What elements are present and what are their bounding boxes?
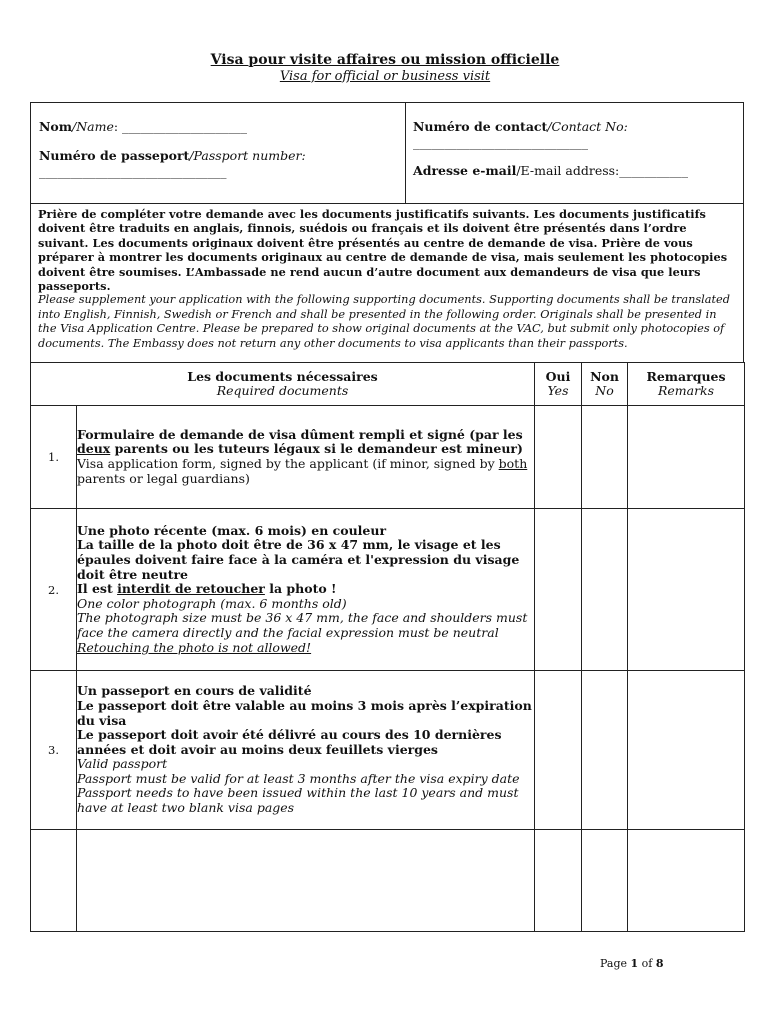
passport-number-label xyxy=(39,148,306,163)
no-checkbox-cell[interactable] xyxy=(582,671,628,830)
contact-label-en: /Contact No: xyxy=(547,119,628,134)
row-number: 3. xyxy=(31,671,77,830)
contact-number-label xyxy=(413,119,628,134)
description-english-line: Valid passport xyxy=(77,756,168,772)
page-of: of xyxy=(638,957,656,970)
table-row xyxy=(31,406,745,509)
header-remarks-en: Remarks xyxy=(657,383,715,398)
description-english-line: Passport needs to have been issued within the last 10 years and must have at least two blank visa pages xyxy=(77,785,519,816)
title-english: Visa for official or business visit xyxy=(279,69,491,84)
header-remarks-fr: Remarques xyxy=(646,368,726,384)
required-documents-table xyxy=(30,362,745,932)
page-current: 1 xyxy=(630,957,639,970)
row-number-empty xyxy=(31,830,77,932)
instructions-french: Prière de compléter votre demande avec les documents justificatifs suivants. Les documents justificatifs doivent être traduits en anglais, finnois, suédois ou français et ils doivent être présentés dans l’ordre suivant. Les documents originaux doivent être présentés au centre de demande de visa. Prière de vous préparer à montrer les documents originaux au centre de demande de visa, mais seulement les photocopies doivent être soumises. L’Ambassade ne rend aucun d’autre document aux demandeurs de visa que leurs passeports. xyxy=(38,207,728,294)
remarks-cell[interactable] xyxy=(628,830,745,932)
no-checkbox-cell[interactable] xyxy=(582,509,628,671)
document-description xyxy=(77,406,535,509)
yes-checkbox-cell[interactable] xyxy=(535,509,582,671)
description-english-line: The photograph size must be 36 x 47 mm, the face and shoulders must face the camera directly and the facial expression must be neutral xyxy=(77,610,528,640)
description-french: Formulaire de demande de visa dûment rempli et signé (par les deux parents ou les tuteurs légaux si le demandeur est mineur) xyxy=(77,426,523,457)
page-total: 8 xyxy=(655,957,664,970)
header-yes xyxy=(535,363,582,406)
name-label-en: /Name xyxy=(72,119,114,134)
row-number: 1. xyxy=(31,406,77,509)
page-label: Page xyxy=(600,957,631,970)
header-remarks xyxy=(628,363,745,406)
table-header-row xyxy=(31,363,745,406)
passport-label-en: /Passport number: xyxy=(189,148,306,163)
remarks-cell[interactable] xyxy=(628,406,745,509)
description-english-line: One color photograph (max. 6 months old) xyxy=(77,595,347,611)
description-french-line: Une photo récente (max. 6 mois) en couleur xyxy=(77,522,387,538)
document-description-empty xyxy=(77,830,535,932)
header-docs-fr: Les documents nécessaires xyxy=(187,368,378,384)
row-number: 2. xyxy=(31,509,77,671)
header-yes-en: Yes xyxy=(547,383,569,398)
description-english-line: Retouching the photo is not allowed! xyxy=(77,639,312,655)
name-blank: : ____________________ xyxy=(113,119,248,134)
description-french-line: La taille de la photo doit être de 36 x 47 mm, le visage et les épaules doivent faire face à la caméra et l'expression du visage doit être neutre xyxy=(77,537,520,582)
description-french-line: Il est interdit de retoucher la photo ! xyxy=(77,581,337,597)
applicant-info-box xyxy=(30,102,744,204)
document-description xyxy=(77,671,535,830)
no-checkbox-cell[interactable] xyxy=(582,830,628,932)
contact-number-field[interactable]: ____________________________ xyxy=(413,135,588,150)
table-row-empty xyxy=(31,830,745,932)
description-french-line: Le passeport doit être valable au moins 3 mois après l’expiration du visa xyxy=(77,697,532,728)
passport-label-fr: Numéro de passeport xyxy=(39,148,190,163)
yes-checkbox-cell[interactable] xyxy=(535,830,582,932)
column-divider xyxy=(405,103,406,203)
header-no-en: No xyxy=(595,383,614,398)
no-checkbox-cell[interactable] xyxy=(582,406,628,509)
header-required-documents xyxy=(31,363,535,406)
contact-label-fr: Numéro de contact xyxy=(413,119,548,134)
yes-checkbox-cell[interactable] xyxy=(535,406,582,509)
table-row xyxy=(31,671,745,830)
header-no-fr: Non xyxy=(590,368,619,384)
page-number xyxy=(600,957,664,970)
remarks-cell[interactable] xyxy=(628,671,745,830)
yes-checkbox-cell[interactable] xyxy=(535,671,582,830)
header-docs-en: Required documents xyxy=(216,383,349,398)
table-row xyxy=(31,509,745,671)
document-description xyxy=(77,509,535,671)
description-english: Visa application form, signed by the applicant (if minor, signed by both parents or legal guardians) xyxy=(77,456,528,486)
header-yes-fr: Oui xyxy=(545,368,571,384)
passport-number-field[interactable]: ______________________________ xyxy=(39,164,227,179)
email-label-fr: Adresse e-mail xyxy=(413,163,517,178)
name-label-fr: Nom xyxy=(39,119,72,134)
email-field[interactable] xyxy=(413,163,688,178)
description-french-line: Le passeport doit avoir été délivré au cours des 10 dernières années et doit avoir au moins deux feuillets vierges xyxy=(77,727,502,757)
remarks-cell[interactable] xyxy=(628,509,745,671)
name-field[interactable] xyxy=(39,119,247,134)
instructions-english: Please supplement your application with the following supporting documents. Supporting documents shall be translated into English, Finnish, Swedish or French and shall be presented in the following order. Originals shall be presented in the Visa Application Centre. Please be prepared to show original documents at the VAC, but submit only photocopies of documents. The Embassy does not return any other documents to visa applicants than their passports. xyxy=(38,293,730,350)
header-no xyxy=(582,363,628,406)
description-english-line: Passport must be valid for at least 3 months after the visa expiry date xyxy=(77,770,520,786)
instructions-box xyxy=(30,203,744,363)
email-label-en: /E-mail address:___________ xyxy=(516,163,689,178)
description-french-line: Un passeport en cours de validité xyxy=(77,683,312,699)
title-french: Visa pour visite affaires ou mission officielle xyxy=(210,52,560,68)
